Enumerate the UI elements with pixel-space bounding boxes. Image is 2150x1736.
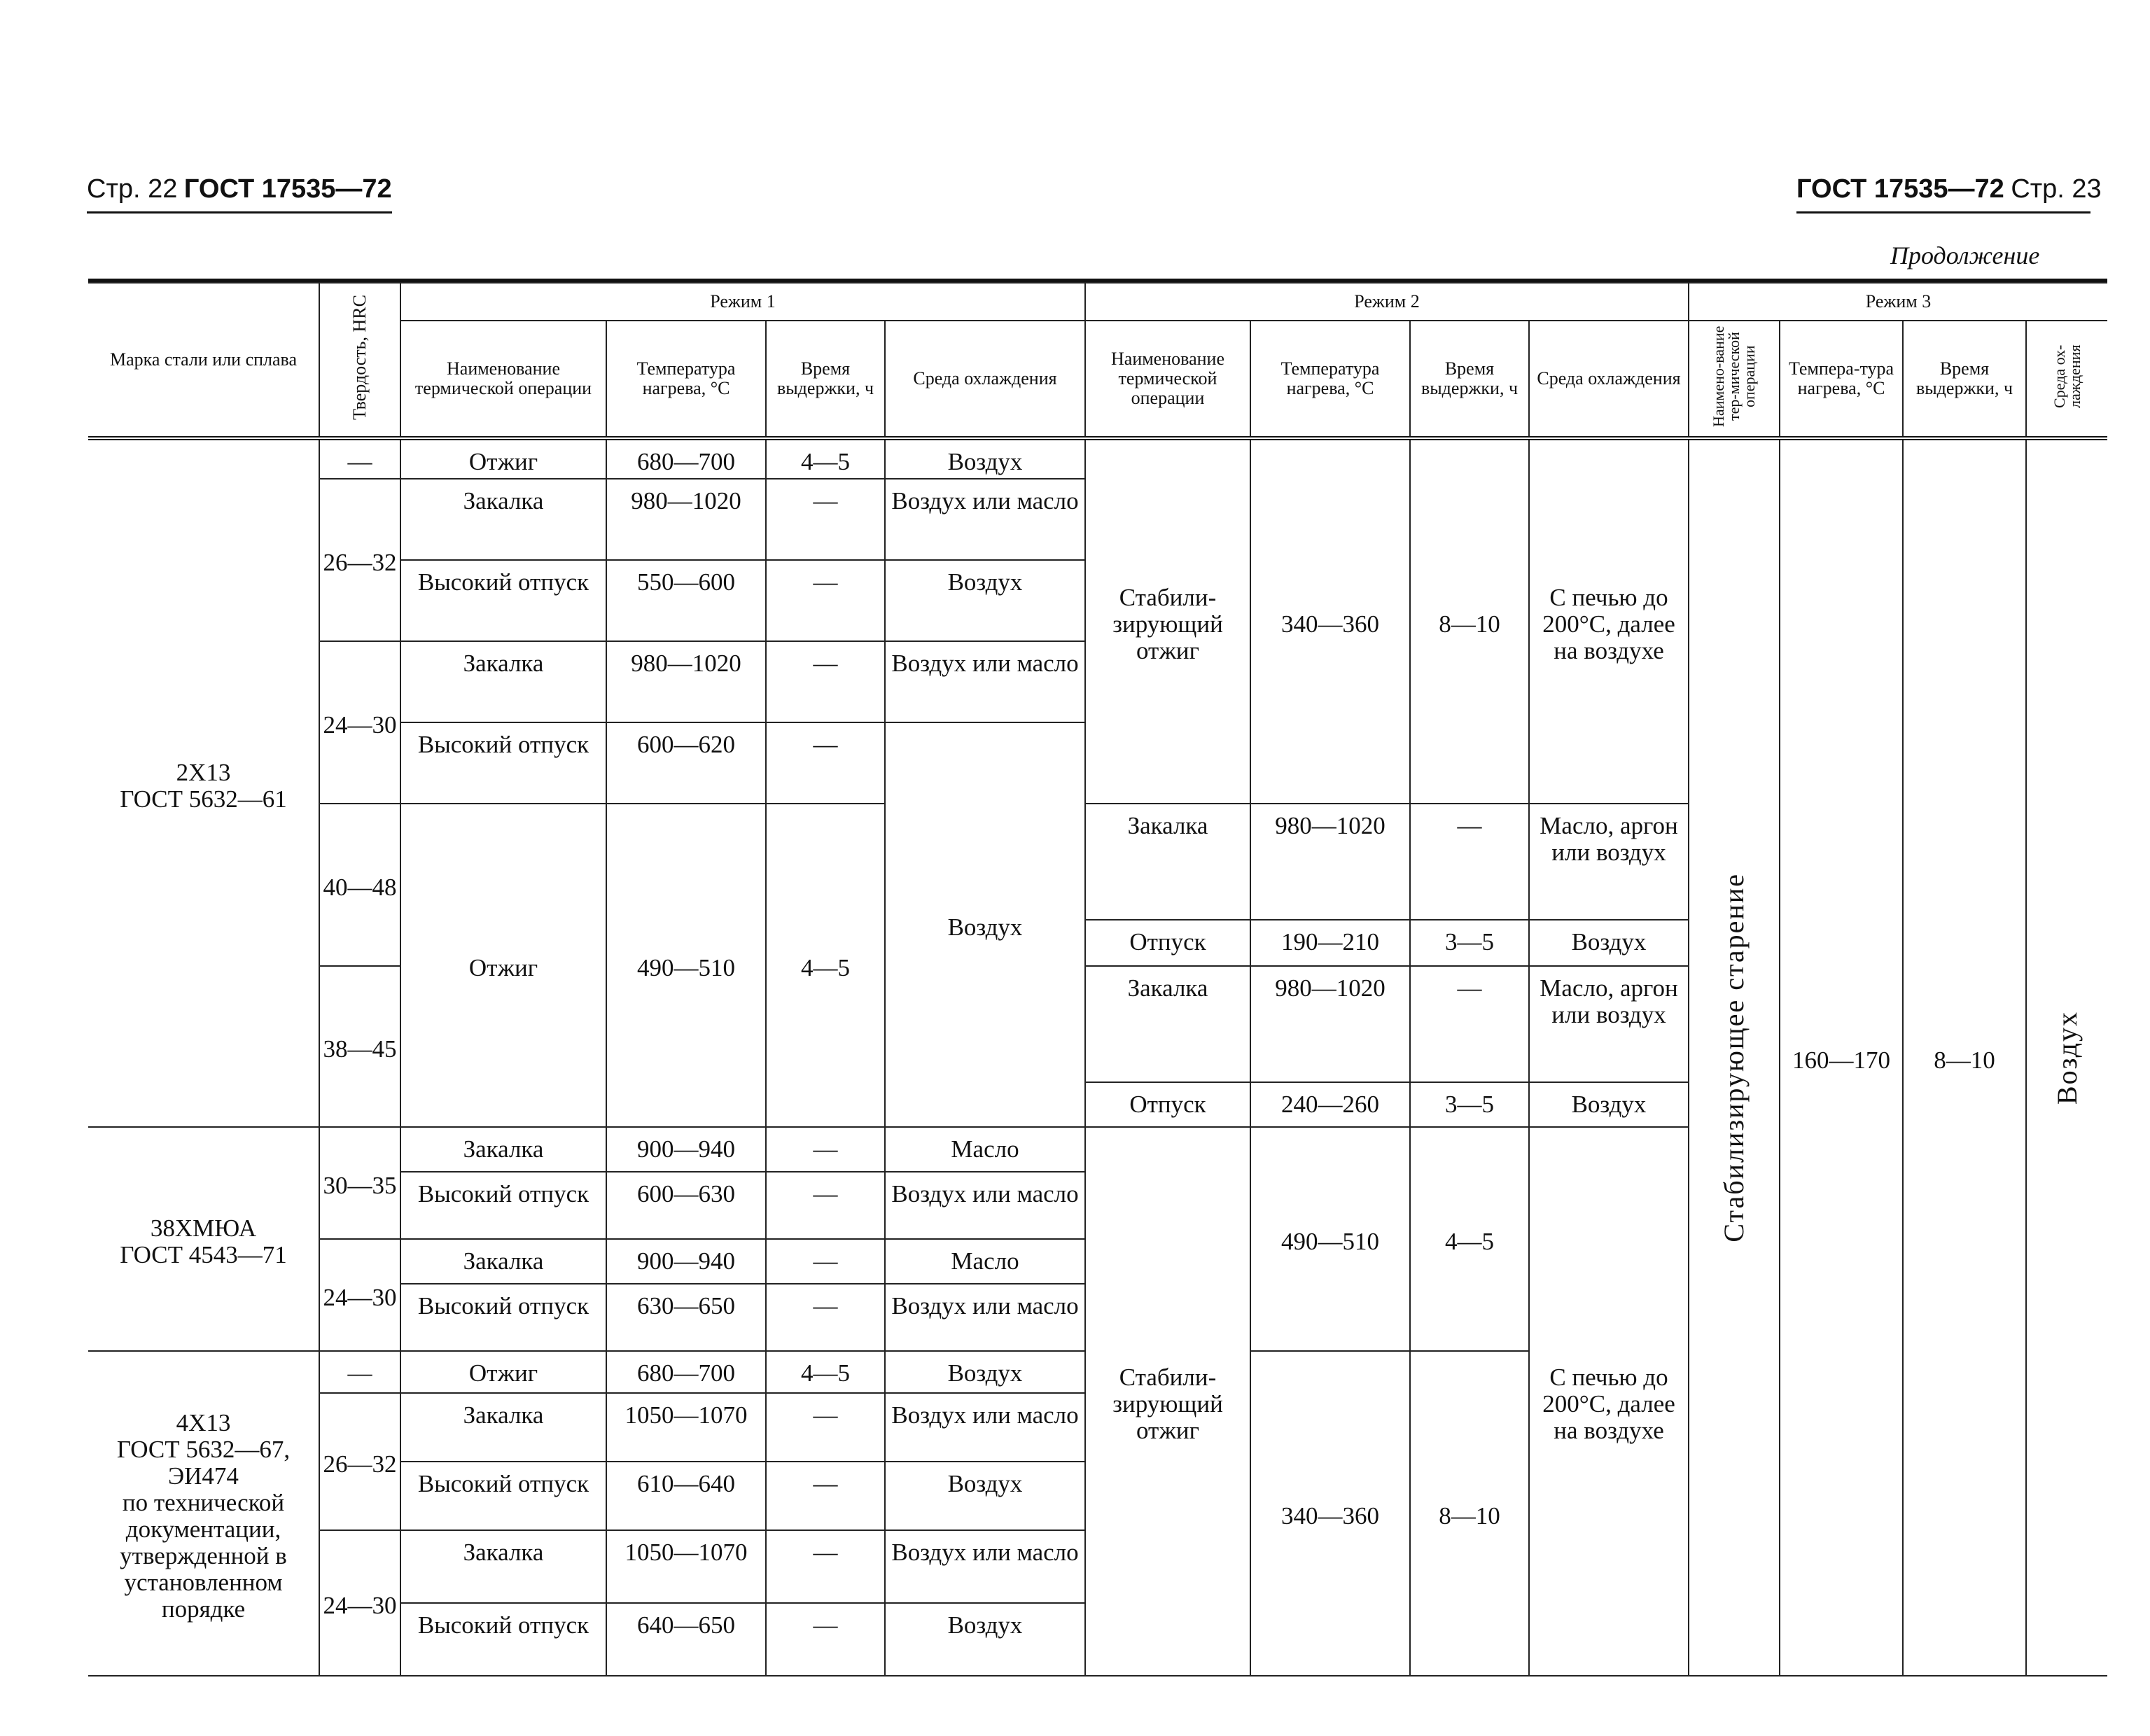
m1-temp-cell: 490—510 (606, 804, 766, 1127)
right-page-header (1796, 174, 2102, 204)
m1-temperature-header: Температура нагрева, °С (606, 321, 766, 438)
m1-time-header: Время выдержки, ч (766, 321, 885, 438)
m1-time-cell: — (766, 1603, 885, 1676)
m1-time-cell: 4—5 (766, 438, 885, 479)
m1-op-cell: Закалка (400, 641, 606, 722)
m1-time-cell: — (766, 1172, 885, 1239)
m3-time-header: Время выдержки, ч (1903, 321, 2026, 438)
m1-time-cell: — (766, 1530, 885, 1603)
m1-time-cell: — (766, 1393, 885, 1462)
m3-operation-header: Наимено-вание тер-мической операции (1689, 321, 1780, 438)
m2-time-header: Время выдержки, ч (1410, 321, 1529, 438)
m1-op-cell: Закалка (400, 1530, 606, 1603)
m1-cool-cell: Воздух или масло (885, 1393, 1085, 1462)
m2-temperature-header: Температура нагрева, °С (1250, 321, 1410, 438)
m1-temp-cell: 980—1020 (606, 479, 766, 560)
m2-cool-cell: С печью до 200°С, далее на воздухе (1529, 1127, 1689, 1676)
left-page-number: Стр. 22 (87, 174, 178, 204)
m2-op-cell: Отпуск (1085, 920, 1250, 966)
m2-cool-cell: Масло, аргон или воздух (1529, 966, 1689, 1082)
m1-cool-cell: Воздух или масло (885, 641, 1085, 722)
m1-time-cell: — (766, 479, 885, 560)
m1-cool-cell: Воздух (885, 560, 1085, 641)
m1-temp-cell: 600—620 (606, 722, 766, 804)
m1-temp-cell: 630—650 (606, 1284, 766, 1351)
m1-time-cell: — (766, 560, 885, 641)
col-hardness-header: Твердость, HRC (319, 283, 400, 438)
m1-temp-cell: 550—600 (606, 560, 766, 641)
left-page-header (87, 174, 392, 204)
m1-cool-cell: Воздух или масло (885, 1284, 1085, 1351)
mode1-header: Режим 1 (400, 283, 1085, 321)
m1-cool-cell: Воздух (885, 438, 1085, 479)
hardness-cell: — (319, 1351, 400, 1393)
hardness-cell: 24—30 (319, 641, 400, 804)
m2-time-cell: 4—5 (1410, 1127, 1529, 1351)
m3-time-cell: 8—10 (1903, 438, 2026, 1676)
right-page-number: Стр. 23 (2011, 174, 2102, 204)
m1-cool-cell: Воздух или масло (885, 1530, 1085, 1603)
m2-op-cell: Закалка (1085, 966, 1250, 1082)
grade-2x13: 2Х13 ГОСТ 5632—61 (88, 438, 319, 1127)
hardness-cell: 40—48 (319, 804, 400, 966)
m1-time-cell: — (766, 641, 885, 722)
m1-time-cell: — (766, 1239, 885, 1284)
m1-time-cell: 4—5 (766, 804, 885, 1127)
m2-temp-cell: 980—1020 (1250, 804, 1410, 920)
m1-cool-cell: Воздух (885, 1351, 1085, 1393)
m2-time-cell: 3—5 (1410, 1082, 1529, 1127)
m2-operation-header: Наименование термической операции (1085, 321, 1250, 438)
m1-temp-cell: 1050—1070 (606, 1530, 766, 1603)
m1-op-cell: Высокий отпуск (400, 1172, 606, 1239)
m2-temp-cell: 340—360 (1250, 1351, 1410, 1676)
m1-temp-cell: 610—640 (606, 1462, 766, 1530)
m3-cooling-header: Среда ох-лаждения (2026, 321, 2107, 438)
mode2-header: Режим 2 (1085, 283, 1689, 321)
m2-op-cell: Отпуск (1085, 1082, 1250, 1127)
m2-cool-cell: С печью до 200°С, далее на воздухе (1529, 438, 1689, 804)
m1-temp-cell: 900—940 (606, 1127, 766, 1172)
m1-temp-cell: 680—700 (606, 1351, 766, 1393)
left-standard-number: ГОСТ 17535—72 (183, 174, 392, 204)
left-header-rule (87, 211, 392, 214)
m1-time-cell: — (766, 1462, 885, 1530)
m1-op-cell: Отжиг (400, 804, 606, 1127)
hardness-cell: 24—30 (319, 1530, 400, 1676)
m2-time-cell: 8—10 (1410, 1351, 1529, 1676)
m1-op-cell: Закалка (400, 1393, 606, 1462)
m1-temp-cell: 680—700 (606, 438, 766, 479)
m1-op-cell: Отжиг (400, 438, 606, 479)
hardness-cell: 30—35 (319, 1127, 400, 1239)
m1-time-cell: — (766, 722, 885, 804)
hardness-cell: 38—45 (319, 966, 400, 1127)
m1-op-cell: Закалка (400, 479, 606, 560)
m1-cool-cell: Воздух (885, 1462, 1085, 1530)
m3-op-cell: Стабилизирующее старение (1689, 438, 1780, 1676)
hardness-cell: — (319, 438, 400, 479)
heat-treatment-table (88, 279, 2107, 1682)
col-grade-header: Марка стали или сплава (88, 283, 319, 438)
m1-op-cell: Высокий отпуск (400, 722, 606, 804)
m1-cool-cell: Воздух или масло (885, 1172, 1085, 1239)
m2-cool-cell: Воздух (1529, 920, 1689, 966)
m2-time-cell: — (1410, 966, 1529, 1082)
m2-temp-cell: 490—510 (1250, 1127, 1410, 1351)
hardness-cell: 24—30 (319, 1239, 400, 1351)
m2-time-cell: 8—10 (1410, 438, 1529, 804)
m1-temp-cell: 900—940 (606, 1239, 766, 1284)
m3-cool-cell: Воздух (2026, 438, 2107, 1676)
m1-cooling-header: Среда охлаждения (885, 321, 1085, 438)
hardness-cell: 26—32 (319, 479, 400, 641)
continuation-label: Продолжение (1890, 241, 2040, 270)
m1-cool-cell: Воздух (885, 1603, 1085, 1676)
m2-cool-cell: Масло, аргон или воздух (1529, 804, 1689, 920)
m2-cool-cell: Воздух (1529, 1082, 1689, 1127)
m1-op-cell: Закалка (400, 1239, 606, 1284)
m2-op-cell: Стабили-зирующий отжиг (1085, 1127, 1250, 1676)
m2-time-cell: 3—5 (1410, 920, 1529, 966)
m1-operation-header: Наименование термической операции (400, 321, 606, 438)
m1-op-cell: Отжиг (400, 1351, 606, 1393)
mode3-header: Режим 3 (1689, 283, 2107, 321)
m2-temp-cell: 340—360 (1250, 438, 1410, 804)
m1-cool-cell: Масло (885, 1127, 1085, 1172)
m1-cool-cell: Воздух (885, 722, 1085, 1127)
m2-temp-cell: 240—260 (1250, 1082, 1410, 1127)
m2-time-cell: — (1410, 804, 1529, 920)
m2-op-cell: Закалка (1085, 804, 1250, 920)
m1-op-cell: Высокий отпуск (400, 1462, 606, 1530)
grade-38xmyua: 38ХМЮА ГОСТ 4543—71 (88, 1127, 319, 1351)
m1-cool-cell: Масло (885, 1239, 1085, 1284)
m1-temp-cell: 640—650 (606, 1603, 766, 1676)
grade-4x13: 4Х13 ГОСТ 5632—67, ЭИ474 по технической документации, утвержденной в установленном порядке (88, 1351, 319, 1676)
m2-cooling-header: Среда охлаждения (1529, 321, 1689, 438)
m1-op-cell: Высокий отпуск (400, 560, 606, 641)
m1-temp-cell: 980—1020 (606, 641, 766, 722)
right-standard-number: ГОСТ 17535—72 (1796, 174, 2004, 204)
m1-temp-cell: 1050—1070 (606, 1393, 766, 1462)
m1-time-cell: 4—5 (766, 1351, 885, 1393)
hardness-cell: 26—32 (319, 1393, 400, 1530)
m1-op-cell: Высокий отпуск (400, 1603, 606, 1676)
m1-time-cell: — (766, 1127, 885, 1172)
m1-time-cell: — (766, 1284, 885, 1351)
m3-temp-cell: 160—170 (1780, 438, 1903, 1676)
m1-op-cell: Высокий отпуск (400, 1284, 606, 1351)
m1-cool-cell: Воздух или масло (885, 479, 1085, 560)
m2-op-cell: Стабили-зирующий отжиг (1085, 438, 1250, 804)
right-header-rule (1796, 211, 2090, 214)
m2-temp-cell: 190—210 (1250, 920, 1410, 966)
m1-op-cell: Закалка (400, 1127, 606, 1172)
m2-temp-cell: 980—1020 (1250, 966, 1410, 1082)
m3-temperature-header: Темпера-тура нагрева, °С (1780, 321, 1903, 438)
m1-temp-cell: 600—630 (606, 1172, 766, 1239)
